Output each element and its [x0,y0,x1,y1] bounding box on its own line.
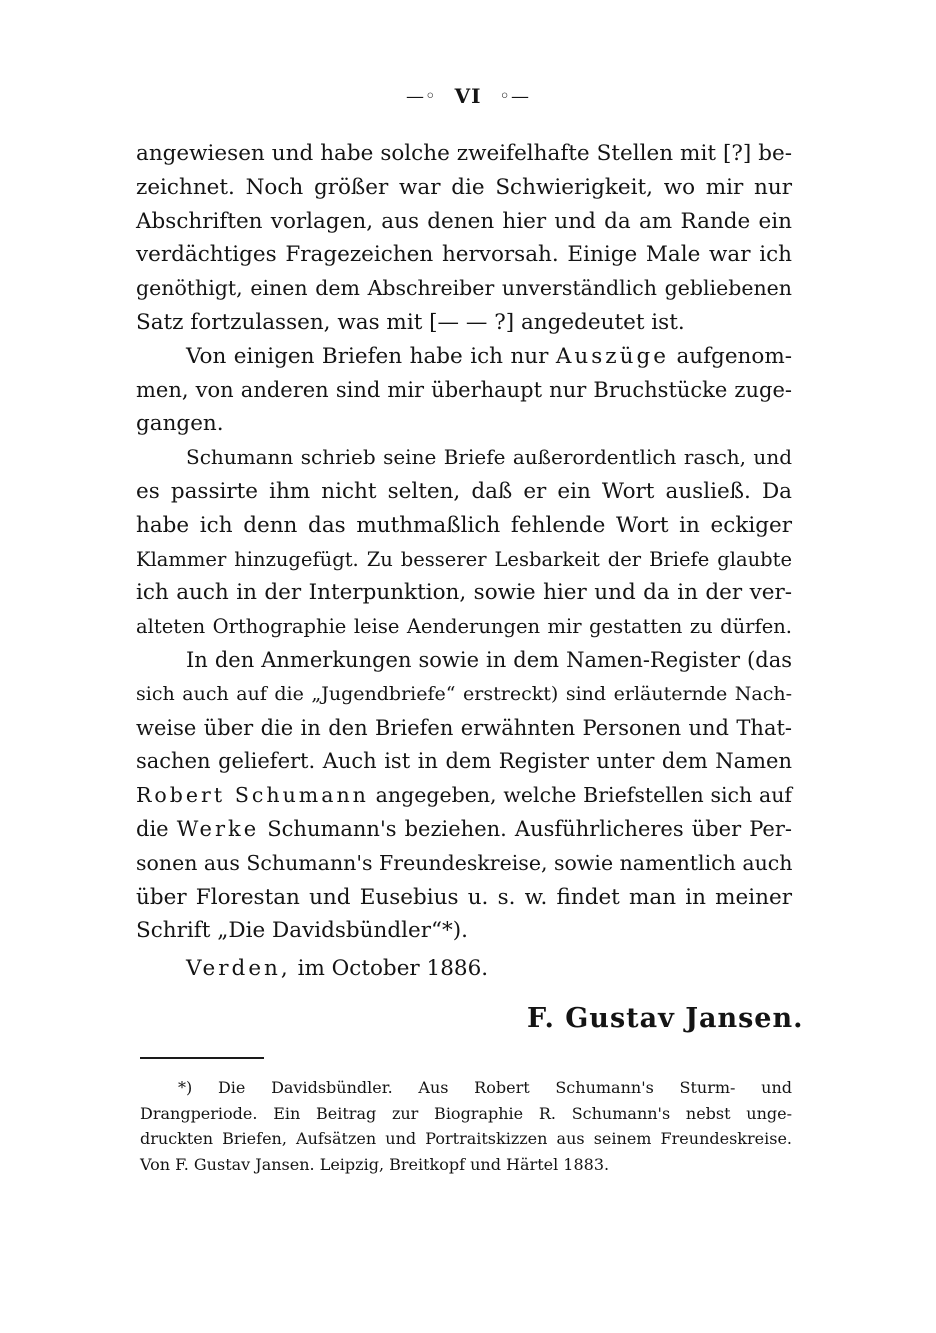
body-line: angewiesen und habe solche zweifelhafte Stellen mit [?] be- [136,141,792,166]
body-line: sachen geliefert. Auch ist in dem Register unter dem Namen [136,749,792,774]
footnote-line: Von F. Gustav Jansen. Leipzig, Breitkopf und Härtel 1883. [140,1154,610,1174]
page-number: VI [454,84,482,108]
body-line: es passirte ihm nicht selten, daß er ein Wort ausließ. Da [136,478,792,504]
header-ornament-left: —◦ [405,86,437,107]
body-line-part: Von einigen Briefen habe ich nur [186,343,549,369]
author-signature: F. Gustav Jansen. [527,1003,804,1034]
body-line: alteten Orthographie leise Aenderungen mir gestatten zu dürfen. [136,615,792,639]
place-date [186,956,488,981]
body-line-part: die [136,816,169,841]
body-line: ich auch in der Interpunktion, sowie hier und da in der ver- [136,580,792,606]
footnote [140,1075,792,1177]
body-line: weise über die in den Briefen erwähnten Personen und That- [136,715,792,740]
body-line: men, von anderen sind mir überhaupt nur Bruchstücke zuge- [136,377,792,402]
footnote-divider [140,1057,264,1059]
body-line-part: angegeben, welche Briefstellen sich auf [375,783,792,808]
body-line: Klammer hinzugefügt. Zu besserer Lesbarkeit der Briefe glaubte [136,547,792,571]
emphasis-spaced: Robert Schumann [136,783,369,808]
body-line: sonen aus Schumann's Freundeskreise, sowie namentlich auch [136,850,793,875]
place-spaced: Verden, [186,956,291,981]
body-line: gangen. [136,411,224,437]
body-line: Schrift „Die Davidsbündler“*). [136,918,468,944]
body-line: sich auch auf die „Jugendbriefe“ erstreckt) sind erläuternde Nach- [136,682,792,705]
body-line: habe ich denn das muthmaßlich fehlende Wort in eckiger [136,512,792,538]
footnote-line: *) Die Davidsbündler. Aus Robert Schumann's Sturm- und [178,1078,792,1097]
footnote-line: Drangperiode. Ein Beitrag zur Biographie R. Schumann's nebst unge- [140,1103,792,1123]
date-text: im October 1886. [297,956,489,981]
emphasis-spaced: Werke [176,816,260,841]
body-line: über Florestan und Eusebius u. s. w. findet man in meiner [136,884,792,910]
body-line [136,779,792,813]
body-line: verdächtiges Fragezeichen hervorsah. Einige Male war ich [136,242,792,268]
body-line: genöthigt, einen dem Abschreiber unverständlich gebliebenen [136,276,792,301]
footnote-line: druckten Briefen, Aufsätzen und Portraitskizzen aus seinem Freundeskreise. [140,1129,792,1148]
body-line: Satz fortzulassen, was mit [— — ?] angedeutet ist. [136,309,685,335]
body-line [136,813,792,847]
body-line: In den Anmerkungen sowie in dem Namen-Register (das [186,647,792,672]
page-header [0,84,936,108]
body-line: zeichnet. Noch größer war die Schwierigkeit, wo mir nur [136,174,792,200]
body-line-part: aufgenom- [676,343,792,369]
header-ornament-right: ◦— [499,86,531,107]
body-line: Schumann schrieb seine Briefe außerordentlich rasch, und [186,445,792,470]
emphasis-spaced: Auszüge [555,343,669,369]
body-text [136,137,792,948]
body-line-part: Schumann's beziehen. Ausführlicheres über Per- [267,816,792,841]
body-line: Abschriften vorlagen, aus denen hier und da am Rande ein [136,208,792,234]
body-line [136,340,792,374]
